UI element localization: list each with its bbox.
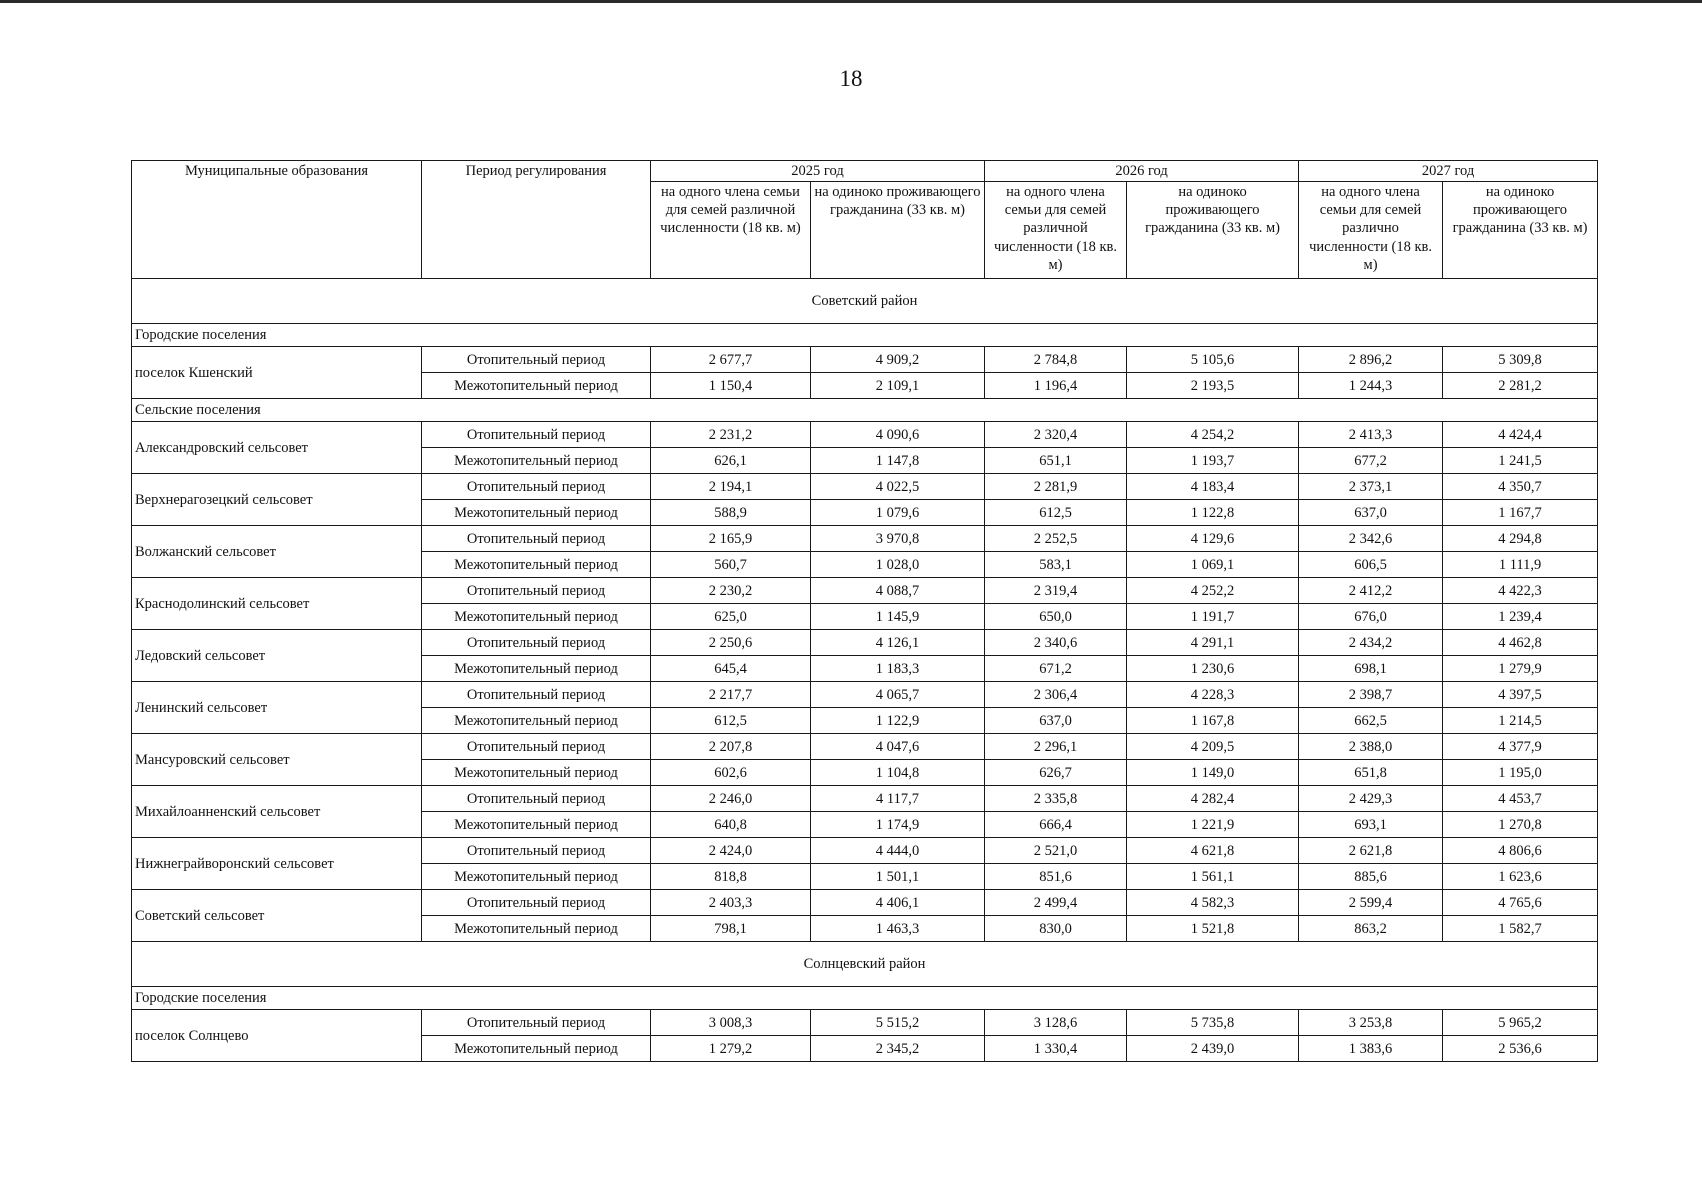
value-cell: 4 126,1 — [811, 630, 985, 656]
period-heating: Отопительный период — [422, 474, 651, 500]
value-cell: 3 970,8 — [811, 526, 985, 552]
value-cell: 830,0 — [985, 916, 1127, 942]
value-cell: 2 373,1 — [1299, 474, 1443, 500]
value-cell: 4 462,8 — [1443, 630, 1598, 656]
value-cell: 851,6 — [985, 864, 1127, 890]
value-cell: 3 008,3 — [651, 1010, 811, 1036]
value-cell: 4 291,1 — [1127, 630, 1299, 656]
period-non-heating: Межотопительный период — [422, 812, 651, 838]
value-cell: 5 735,8 — [1127, 1010, 1299, 1036]
value-cell: 1 069,1 — [1127, 552, 1299, 578]
table-row — [132, 734, 1598, 760]
value-cell: 2 412,2 — [1299, 578, 1443, 604]
value-cell: 1 167,8 — [1127, 708, 1299, 734]
tariff-table — [131, 160, 1598, 1062]
municipality-name: Александровский сельсовет — [132, 422, 422, 474]
value-cell: 4 397,5 — [1443, 682, 1598, 708]
value-cell: 2 403,3 — [651, 890, 811, 916]
value-cell: 2 345,2 — [811, 1036, 985, 1062]
section-row: Городские поселения — [132, 324, 1598, 347]
value-cell: 1 221,9 — [1127, 812, 1299, 838]
value-cell: 2 439,0 — [1127, 1036, 1299, 1062]
value-cell: 1 122,9 — [811, 708, 985, 734]
value-cell: 1 195,0 — [1443, 760, 1598, 786]
header-sub-2027-single: на одиноко проживающего гражданина (33 кв. м) — [1443, 182, 1598, 279]
value-cell: 2 165,9 — [651, 526, 811, 552]
municipality-name: Ленинский сельсовет — [132, 682, 422, 734]
value-cell: 2 207,8 — [651, 734, 811, 760]
value-cell: 625,0 — [651, 604, 811, 630]
value-cell: 2 193,5 — [1127, 373, 1299, 399]
value-cell: 4 183,4 — [1127, 474, 1299, 500]
period-non-heating: Межотопительный период — [422, 916, 651, 942]
value-cell: 2 296,1 — [985, 734, 1127, 760]
value-cell: 2 252,5 — [985, 526, 1127, 552]
value-cell: 662,5 — [1299, 708, 1443, 734]
value-cell: 4 090,6 — [811, 422, 985, 448]
value-cell: 1 167,7 — [1443, 500, 1598, 526]
municipality-name: Нижнеграйворонский сельсовет — [132, 838, 422, 890]
period-heating: Отопительный период — [422, 1010, 651, 1036]
value-cell: 4 444,0 — [811, 838, 985, 864]
period-non-heating: Межотопительный период — [422, 604, 651, 630]
municipality-name: Советский сельсовет — [132, 890, 422, 942]
scan-top-edge — [0, 0, 1702, 3]
value-cell: 1 330,4 — [985, 1036, 1127, 1062]
value-cell: 666,4 — [985, 812, 1127, 838]
value-cell: 2 246,0 — [651, 786, 811, 812]
period-non-heating: Межотопительный период — [422, 448, 651, 474]
value-cell: 2 521,0 — [985, 838, 1127, 864]
district-row: Солнцевский район — [132, 942, 1598, 987]
period-heating: Отопительный период — [422, 734, 651, 760]
value-cell: 4 453,7 — [1443, 786, 1598, 812]
period-non-heating: Межотопительный период — [422, 864, 651, 890]
header-municipality: Муниципальные образования — [132, 161, 422, 279]
value-cell: 4 022,5 — [811, 474, 985, 500]
value-cell: 560,7 — [651, 552, 811, 578]
value-cell: 1 279,9 — [1443, 656, 1598, 682]
municipality-name: Волжанский сельсовет — [132, 526, 422, 578]
value-cell: 645,4 — [651, 656, 811, 682]
period-heating: Отопительный период — [422, 786, 651, 812]
table-row — [132, 1010, 1598, 1036]
value-cell: 1 149,0 — [1127, 760, 1299, 786]
header-sub-2025-single: на одиноко проживающего гражданина (33 кв. м) — [811, 182, 985, 279]
value-cell: 2 388,0 — [1299, 734, 1443, 760]
period-non-heating: Межотопительный период — [422, 1036, 651, 1062]
value-cell: 1 150,4 — [651, 373, 811, 399]
value-cell: 4 252,2 — [1127, 578, 1299, 604]
value-cell: 640,8 — [651, 812, 811, 838]
value-cell: 4 065,7 — [811, 682, 985, 708]
value-cell: 4 765,6 — [1443, 890, 1598, 916]
value-cell: 2 109,1 — [811, 373, 985, 399]
value-cell: 1 193,7 — [1127, 448, 1299, 474]
table-row — [132, 526, 1598, 552]
value-cell: 2 281,2 — [1443, 373, 1598, 399]
value-cell: 2 677,7 — [651, 347, 811, 373]
value-cell: 4 117,7 — [811, 786, 985, 812]
period-heating: Отопительный период — [422, 526, 651, 552]
table-row — [132, 578, 1598, 604]
period-heating: Отопительный период — [422, 838, 651, 864]
value-cell: 2 250,6 — [651, 630, 811, 656]
value-cell: 650,0 — [985, 604, 1127, 630]
district-row: Советский район — [132, 279, 1598, 324]
value-cell: 2 194,1 — [651, 474, 811, 500]
value-cell: 2 340,6 — [985, 630, 1127, 656]
period-non-heating: Межотопительный период — [422, 373, 651, 399]
value-cell: 2 621,8 — [1299, 838, 1443, 864]
value-cell: 4 909,2 — [811, 347, 985, 373]
value-cell: 3 253,8 — [1299, 1010, 1443, 1036]
value-cell: 2 342,6 — [1299, 526, 1443, 552]
value-cell: 4 377,9 — [1443, 734, 1598, 760]
value-cell: 1 582,7 — [1443, 916, 1598, 942]
value-cell: 1 196,4 — [985, 373, 1127, 399]
value-cell: 1 147,8 — [811, 448, 985, 474]
table-row — [132, 786, 1598, 812]
value-cell: 5 309,8 — [1443, 347, 1598, 373]
value-cell: 4 406,1 — [811, 890, 985, 916]
table-row — [132, 474, 1598, 500]
value-cell: 5 965,2 — [1443, 1010, 1598, 1036]
value-cell: 602,6 — [651, 760, 811, 786]
value-cell: 4 254,2 — [1127, 422, 1299, 448]
table-row — [132, 422, 1598, 448]
table-row — [132, 630, 1598, 656]
value-cell: 1 623,6 — [1443, 864, 1598, 890]
municipality-name: Верхнерагозецкий сельсовет — [132, 474, 422, 526]
period-heating: Отопительный период — [422, 578, 651, 604]
value-cell: 1 270,8 — [1443, 812, 1598, 838]
period-non-heating: Межотопительный период — [422, 708, 651, 734]
value-cell: 2 306,4 — [985, 682, 1127, 708]
municipality-name: Ледовский сельсовет — [132, 630, 422, 682]
value-cell: 1 028,0 — [811, 552, 985, 578]
municipality-name: поселок Кшенский — [132, 347, 422, 399]
value-cell: 1 122,8 — [1127, 500, 1299, 526]
value-cell: 4 294,8 — [1443, 526, 1598, 552]
value-cell: 2 434,2 — [1299, 630, 1443, 656]
header-sub-2026-single: на одиноко проживающего гражданина (33 кв. м) — [1127, 182, 1299, 279]
value-cell: 2 599,4 — [1299, 890, 1443, 916]
value-cell: 4 088,7 — [811, 578, 985, 604]
value-cell: 1 230,6 — [1127, 656, 1299, 682]
value-cell: 4 129,6 — [1127, 526, 1299, 552]
value-cell: 818,8 — [651, 864, 811, 890]
value-cell: 4 282,4 — [1127, 786, 1299, 812]
value-cell: 5 105,6 — [1127, 347, 1299, 373]
value-cell: 798,1 — [651, 916, 811, 942]
value-cell: 4 047,6 — [811, 734, 985, 760]
value-cell: 693,1 — [1299, 812, 1443, 838]
municipality-name: Михайлоанненский сельсовет — [132, 786, 422, 838]
value-cell: 1 463,3 — [811, 916, 985, 942]
value-cell: 612,5 — [651, 708, 811, 734]
value-cell: 637,0 — [985, 708, 1127, 734]
period-heating: Отопительный период — [422, 890, 651, 916]
value-cell: 2 320,4 — [985, 422, 1127, 448]
value-cell: 651,1 — [985, 448, 1127, 474]
period-non-heating: Межотопительный период — [422, 552, 651, 578]
period-non-heating: Межотопительный период — [422, 500, 651, 526]
value-cell: 1 383,6 — [1299, 1036, 1443, 1062]
value-cell: 4 209,5 — [1127, 734, 1299, 760]
table-body — [132, 279, 1598, 1062]
value-cell: 1 174,9 — [811, 812, 985, 838]
value-cell: 4 350,7 — [1443, 474, 1598, 500]
value-cell: 2 319,4 — [985, 578, 1127, 604]
value-cell: 1 111,9 — [1443, 552, 1598, 578]
value-cell: 2 429,3 — [1299, 786, 1443, 812]
value-cell: 1 104,8 — [811, 760, 985, 786]
value-cell: 2 335,8 — [985, 786, 1127, 812]
value-cell: 5 515,2 — [811, 1010, 985, 1036]
value-cell: 863,2 — [1299, 916, 1443, 942]
period-heating: Отопительный период — [422, 682, 651, 708]
value-cell: 626,1 — [651, 448, 811, 474]
header-sub-2026-family: на одного члена семьи для семей различной численности (18 кв. м) — [985, 182, 1127, 279]
value-cell: 2 499,4 — [985, 890, 1127, 916]
value-cell: 612,5 — [985, 500, 1127, 526]
value-cell: 1 145,9 — [811, 604, 985, 630]
section-row: Городские поселения — [132, 987, 1598, 1010]
value-cell: 651,8 — [1299, 760, 1443, 786]
value-cell: 1 561,1 — [1127, 864, 1299, 890]
value-cell: 637,0 — [1299, 500, 1443, 526]
value-cell: 4 228,3 — [1127, 682, 1299, 708]
value-cell: 626,7 — [985, 760, 1127, 786]
table-row — [132, 838, 1598, 864]
value-cell: 1 244,3 — [1299, 373, 1443, 399]
period-non-heating: Межотопительный период — [422, 760, 651, 786]
value-cell: 1 279,2 — [651, 1036, 811, 1062]
value-cell: 1 183,3 — [811, 656, 985, 682]
page-number: 18 — [839, 66, 863, 91]
value-cell: 2 536,6 — [1443, 1036, 1598, 1062]
municipality-name: поселок Солнцево — [132, 1010, 422, 1062]
period-heating: Отопительный период — [422, 630, 651, 656]
value-cell: 1 214,5 — [1443, 708, 1598, 734]
value-cell: 671,2 — [985, 656, 1127, 682]
value-cell: 1 239,4 — [1443, 604, 1598, 630]
header-sub-2025-family: на одного члена семьи для семей различной численности (18 кв. м) — [651, 182, 811, 279]
value-cell: 606,5 — [1299, 552, 1443, 578]
municipality-name: Краснодолинский сельсовет — [132, 578, 422, 630]
value-cell: 4 621,8 — [1127, 838, 1299, 864]
section-row: Сельские поселения — [132, 399, 1598, 422]
value-cell: 2 231,2 — [651, 422, 811, 448]
header-year-2025: 2025 год — [651, 161, 985, 182]
value-cell: 1 501,1 — [811, 864, 985, 890]
value-cell: 698,1 — [1299, 656, 1443, 682]
municipality-name: Мансуровский сельсовет — [132, 734, 422, 786]
value-cell: 677,2 — [1299, 448, 1443, 474]
table-row — [132, 890, 1598, 916]
value-cell: 2 424,0 — [651, 838, 811, 864]
value-cell: 583,1 — [985, 552, 1127, 578]
period-non-heating: Межотопительный период — [422, 656, 651, 682]
value-cell: 2 784,8 — [985, 347, 1127, 373]
value-cell: 2 896,2 — [1299, 347, 1443, 373]
value-cell: 4 422,3 — [1443, 578, 1598, 604]
header-year-2026: 2026 год — [985, 161, 1299, 182]
header-year-2027: 2027 год — [1299, 161, 1598, 182]
period-heating: Отопительный период — [422, 347, 651, 373]
value-cell: 3 128,6 — [985, 1010, 1127, 1036]
header-period: Период регулирования — [422, 161, 651, 279]
value-cell: 2 413,3 — [1299, 422, 1443, 448]
value-cell: 2 217,7 — [651, 682, 811, 708]
value-cell: 885,6 — [1299, 864, 1443, 890]
value-cell: 588,9 — [651, 500, 811, 526]
value-cell: 2 398,7 — [1299, 682, 1443, 708]
value-cell: 2 281,9 — [985, 474, 1127, 500]
value-cell: 1 079,6 — [811, 500, 985, 526]
period-heating: Отопительный период — [422, 422, 651, 448]
value-cell: 1 521,8 — [1127, 916, 1299, 942]
value-cell: 4 806,6 — [1443, 838, 1598, 864]
value-cell: 1 241,5 — [1443, 448, 1598, 474]
value-cell: 4 424,4 — [1443, 422, 1598, 448]
value-cell: 2 230,2 — [651, 578, 811, 604]
table-row — [132, 682, 1598, 708]
table-row — [132, 347, 1598, 373]
table-header — [132, 161, 1598, 279]
value-cell: 1 191,7 — [1127, 604, 1299, 630]
value-cell: 4 582,3 — [1127, 890, 1299, 916]
header-sub-2027-family: на одного члена семьи для семей различно численности (18 кв. м) — [1299, 182, 1443, 279]
value-cell: 676,0 — [1299, 604, 1443, 630]
